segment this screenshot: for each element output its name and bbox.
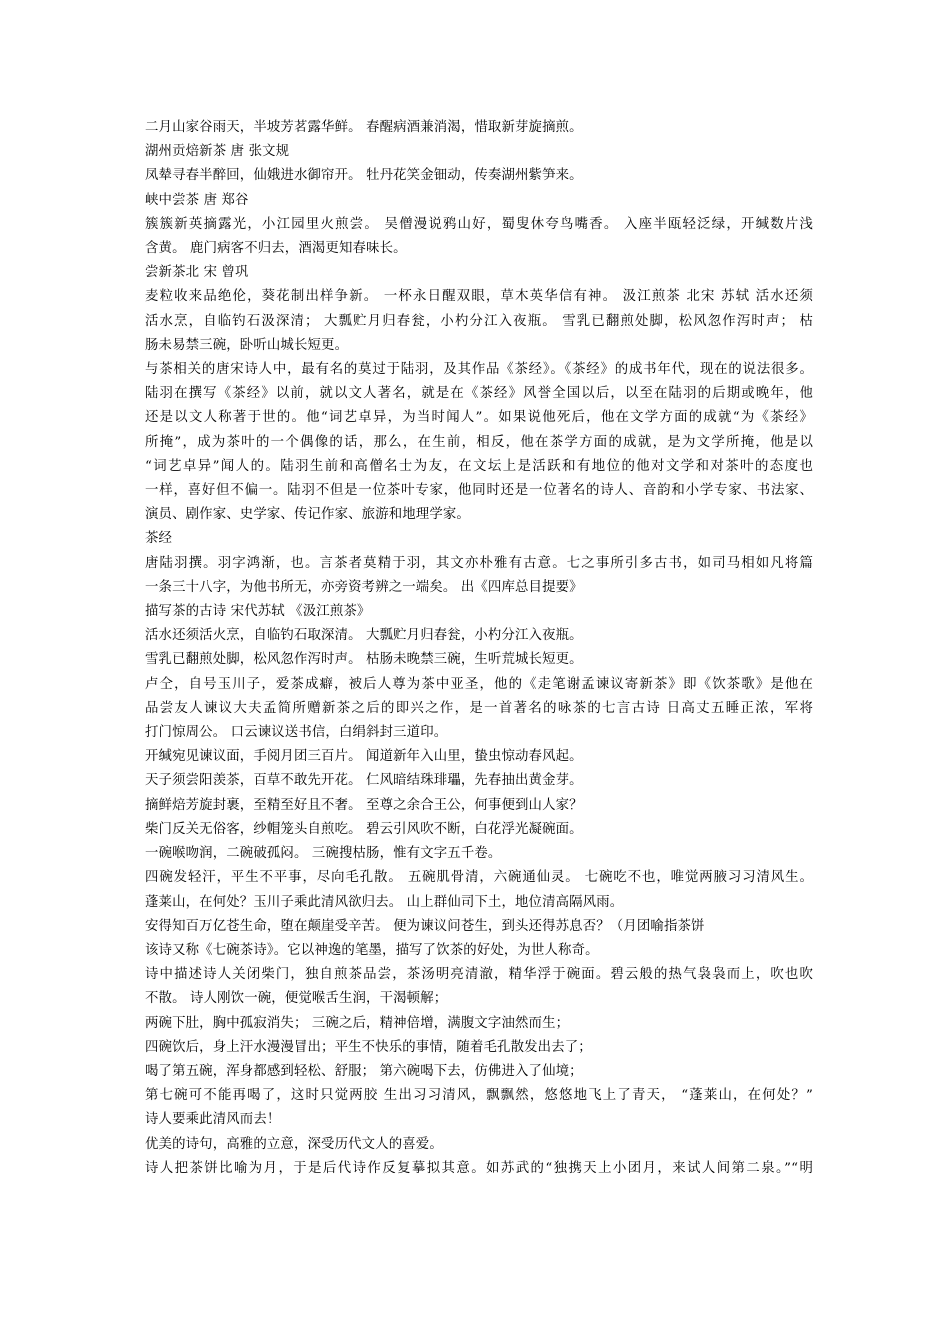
text-line: 茶经	[145, 531, 173, 547]
text-line: 摘鲜焙芳旋封裹，至精至好且不奢。 至尊之余合王公，何事便到山人家？	[145, 797, 583, 813]
text-line: 雪乳已翻煎处脚，松风忽作泻时声。 枯肠未晚禁三碗，生听荒城长短更。	[145, 652, 583, 668]
text-line: 一碗喉吻润，二碗破孤闷。 三碗搜枯肠，惟有文字五千卷。	[145, 846, 502, 862]
text-line: 安得知百万亿苍生命，堕在颠崖受辛苦。 便为谏议问苍生，到头还得苏息否？（月团喻指茶饼	[145, 918, 705, 934]
text-line: 二月山家谷雨天，半坡芳茗露华鲜。 春醒病酒兼消渴，惜取新芽旋摘煎。	[145, 120, 583, 135]
text-line: 打门惊周公。 口云谏议送书信，白绢斜封三道印。	[145, 725, 448, 741]
text-line: 优美的诗句，高雅的立意，深受历代文人的喜爱。	[145, 1136, 443, 1152]
text-line: 簇簇新英摘露光，小江园里火煎尝。 吴僧漫说鸦山好，蜀叟休夸鸟嘴香。 入座半瓯轻泛绿，开缄数片浅	[145, 216, 813, 232]
text-line: “词艺卓异”闻人的。陆羽生前和高僧名士为友，在文坛上是活跃和有地位的他对文学和对茶叶的态度也	[145, 458, 813, 474]
text-line: 凤辇寻春半醉回，仙娥进水御帘开。 牡丹花笑金钿动，传奏湖州紫笋来。	[145, 168, 583, 184]
text-line: 陆羽在撰写《茶经》以前，就以文人著名，就是在《茶经》风誉全国以后，以至在陆羽的后期或晚年，他	[145, 386, 813, 402]
text-line: 该诗又称《七碗茶诗》。它以神逸的笔墨，描写了饮茶的好处，为世人称奇。	[145, 942, 599, 958]
text-line: 肠未易禁三碗，卧听山城长短更。	[145, 337, 349, 353]
text-line: 活水还须活火烹，自临钓石取深清。 大瓢贮月归春瓮，小杓分江入夜瓶。	[145, 628, 583, 644]
text-line: 还是以文人称著于世的。他“词艺卓异，为当时闻人”。如果说他死后，他在文学方面的成就“为《茶经》	[145, 410, 813, 426]
text-line: 第七碗可不能再喝了，这时只觉两胶 生出习习清风，飘飘然，悠悠地飞上了青天， “蓬莱山，在何处？”	[145, 1088, 813, 1104]
text-line: 峡中尝茶 唐 郑谷	[145, 192, 249, 208]
text-line: 诗人要乘此清风而去！	[145, 1112, 281, 1128]
text-line: 唐陆羽撰。羽字鸿渐，也。言茶者莫精于羽，其文亦朴雅有古意。七之事所引多古书，如司马相如凡将篇	[145, 555, 813, 571]
text-line: 柴门反关无俗客，纱帽笼头自煎吃。 碧云引风吹不断，白花浮光凝碗面。	[145, 821, 583, 837]
text-line: 描写茶的古诗 宋代苏轼 《汲江煎茶》	[145, 604, 371, 620]
text-line: 两碗下肚，胸中孤寂消失； 三碗之后，精神倍增，满腹文字油然而生；	[145, 1015, 570, 1031]
text-line: 麦粒收来品绝伦，葵花制出样争新。 一杯永日醒双眼，草木英华信有神。 汲江煎茶 北宋 苏轼 活水还须	[145, 289, 813, 305]
document-page	[145, 116, 813, 1181]
text-line: 所掩”，成为茶叶的一个偶像的话，那么，在生前，相反，他在茶学方面的成就，是为文学所掩，他是以	[145, 434, 813, 450]
text-line: 与茶相关的唐宋诗人中，最有名的莫过于陆羽，及其作品《茶经》。《茶经》的成书年代，现在的说法很多。	[145, 362, 813, 378]
text-line: 一样，喜好但不偏一。陆羽不但是一位茶叶专家，他同时还是一位著名的诗人、音韵和小学专家、书法家、	[145, 483, 813, 499]
text-line: 蓬莱山，在何处？玉川子乘此清风欲归去。 山上群仙司下土，地位清高隔风雨。	[145, 894, 624, 910]
text-line: 尝新茶北 宋 曾巩	[145, 265, 249, 281]
text-line: 演员、剧作家、史学家、传记作家、旅游和地理学家。	[145, 507, 470, 523]
text-line: 天子须尝阳羡茶，百草不敢先开花。 仁风暗结珠琲瓃，先春抽出黄金芽。	[145, 773, 583, 789]
text-line: 喝了第五碗，浑身都感到轻松、舒服； 第六碗喝下去，仿佛进入了仙境；	[145, 1063, 583, 1079]
text-line: 一条三十八字，为他书所无，亦旁资考辨之一端矣。 出《四库总目提要》	[145, 579, 583, 595]
text-line: 活水烹，自临钓石汲深清； 大瓢贮月归春瓮，小杓分江入夜瓶。 雪乳已翻煎处脚，松风忽作泻时声； 枯	[145, 313, 813, 329]
text-line: 四碗饮后，身上汗水漫漫冒出；平生不快乐的事情，随着毛孔散发出去了；	[145, 1039, 592, 1055]
text-line: 湖州贡焙新茶 唐 张文规	[145, 144, 290, 160]
text-line: 含黄。 鹿门病客不归去，酒渴更知春味长。	[145, 241, 407, 257]
text-line: 不散。 诗人刚饮一碗，便觉喉舌生润，干渴顿解；	[145, 991, 448, 1007]
text-line: 四碗发轻汗，平生不平事，尽向毛孔散。 五碗肌骨清，六碗通仙灵。 七碗吃不也，唯觉两腋习习清风生。	[145, 870, 813, 886]
text-line: 开缄宛见谏议面，手阅月团三百片。 闻道新年入山里，蛰虫惊动春风起。	[145, 749, 583, 765]
text-line: 品尝友人谏议大夫孟简所赠新茶之后的即兴之作，是一首著名的咏茶的七言古诗 日高丈五睡正浓，军将	[145, 700, 813, 716]
text-line: 诗人把茶饼比喻为月，于是后代诗作反复摹拟其意。如苏武的“独携天上小团月，来试人间第二泉。”“明	[145, 1160, 813, 1176]
text-line: 卢仝，自号玉川子，爱茶成癖，被后人尊为茶中亚圣，他的《走笔谢孟谏议寄新茶》即《饮茶歌》是他在	[145, 676, 813, 692]
text-line: 诗中描述诗人关闭柴门，独自煎茶品尝，茶汤明亮清澈，精华浮于碗面。碧云般的热气袅袅而上，吹也吹	[145, 967, 813, 983]
